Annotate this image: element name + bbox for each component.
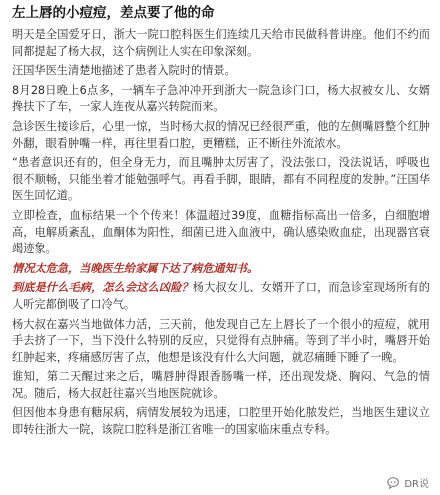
paragraph: 杨大叔在嘉兴当地做体力活，三天前，他发现自己左上唇长了一个很小的痘痘，就用手去挤了一下，当下没什么特别的反应，只觉得有点肿痛。等到了半小时，嘴唇开始红肿起来，疼痛感厉害了点，他想是该没有什么大问题，就忍痛睡下睡了一晚。 <box>12 317 430 364</box>
paragraph <box>12 280 430 313</box>
wechat-bubble-icon <box>387 476 401 490</box>
paragraph: 汪国华医生清楚地描述了患者入院时的情景。 <box>12 64 236 78</box>
watermark-label: DR说 <box>404 479 429 490</box>
watermark <box>384 474 432 491</box>
paragraph-text: 杨大叔女儿、女婿开了口，而急诊室现场所有的人听完都倒吸了口冷气。 <box>12 281 430 311</box>
paragraph: 8月28日晚上6点多，一辆车子急冲冲开到浙大一院急诊门口，杨大叔被女儿、女婿搀扶下了车，一家人连夜从嘉兴转院而来。 <box>12 83 430 114</box>
article-title: 左上唇的小痘痘，差点要了他的命 <box>12 5 215 21</box>
paragraph: 情况太危急，当晚医生给家属下达了病危通知书。 <box>12 261 259 275</box>
article-body <box>12 27 430 439</box>
emphasis-text: 到底是什么毛病，怎么会这么凶险？ <box>12 281 193 295</box>
paragraph: “患者意识还有的，但全身无力，而且嘴肿太厉害了，没法张口，没法说话，呼吸也很不顺畅，只能坐着才能勉强呼气。再看手脚，眼睛，都有不同程度的发肿。”汪国华医生回忆道。 <box>12 156 430 203</box>
paragraph: 立即检查，血标结果一个个传来！体温超过39度，血糖指标高出一倍多，白细胞增高，电解质紊乱，血酮体为阳性，细菌已进入血液中，确认感染败血症，出现器官衰竭迹象。 <box>12 208 430 256</box>
paragraph: 明天是全国爱牙日，浙大一院口腔科医生们连续几天给市民做科普讲座。他们不约而同都提起了杨大叔，这个病例让人实在印象深刻。 <box>12 28 430 58</box>
paragraph: 谁知，第二天醒过来之后，嘴唇肿得跟香肠嘴一样，还出现发烧、胸闷、气急的情况。随后，杨大叔赶往嘉兴当地医院就诊。 <box>12 370 430 400</box>
paragraph: 急诊医生接诊后，心里一惊，当时杨大叔的情况已经很严重，他的左侧嘴唇整个红肿外翻，眼看肿嘴一样，再往里看口腔，更糟糕，正不断往外流浓水。 <box>12 119 430 150</box>
paragraph: 但因他本身患有糖尿病，病情发展较为迅速，口腔里开始化脓发烂，当地医生建议立即转往浙大一院，该院口腔科是浙江省唯一的国家临床重点专科。 <box>12 406 430 437</box>
